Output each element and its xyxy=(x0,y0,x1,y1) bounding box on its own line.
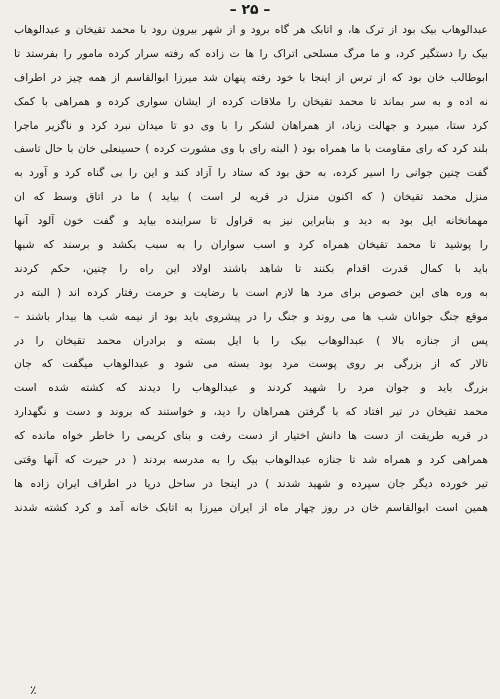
page-number: – ۲۵ – xyxy=(229,2,271,18)
text-line: عبدالوهاب بیک بود از ترک ها، و اتابک هر گاه برود و از شهر بیرون رود با محمد تقیخان و عبدالوهاب xyxy=(14,23,488,36)
text-line: بلند کرد که رای مقاومت با ما همراه بود ( البته رای با وی مشورت کرده ) حسینعلی خان با حال تاسف xyxy=(14,142,488,156)
text-line: گفت چنین جوانی را اسیر کرده، به حق بود که ستاد را آزاد کند و این را بی گناه کرد و آورد به xyxy=(14,166,488,180)
text-line: منزل محمد تقیخان ( که اکنون منزل در قریه لر است ) بیاید ) ما در اتاق وسط که ان xyxy=(14,190,488,204)
text-line: باید با کمال قدرت اقدام بکنند تا شاهد باشند اولاد این راه را چنین، حکم کردند xyxy=(14,261,488,275)
text-line: نه اده و به سر بماند تا محمد تقیخان را ملاقات کرده از ایشان سواری کرده و همراهی با کمک xyxy=(14,94,488,108)
text-line: به وره های این خصوص برای مرد ها لازم است با رضایت و حرمت رفتار کرده اند ( البته در xyxy=(14,285,488,299)
text-line: پس از جنازه بالا ) عبدالوهاب بیک را با ایل بسته و برادران محمد تقیخان را در xyxy=(14,333,488,347)
text-line: همراهی کرد و همراه شد تا جنازه عبدالوهاب بیک را به مدرسه بردند ( در حیرت که آنها وقتی xyxy=(14,453,488,467)
footer-mark: ٪ xyxy=(30,683,37,697)
text-line: موقع جنگ جوانان شب ها می روند و جنگ را در پیشروی باید بود از نیمه شب ها بیدار باشند – xyxy=(14,309,488,323)
text-line: بزرگ باید و جوان مرد را شهید کردند و عبدالوهاب را دیدند که کشته شده است xyxy=(14,381,488,395)
text-line: تیر خورده دیگر جان سپرده و شهید شدند ) در اینجا در ساحل دریا در اطراف ایران زاده ها xyxy=(14,476,488,490)
text-line: را پوشید تا محمد تقیخان همراه کرد و اسب سواران را به سبب بکشد و برسند که شبها xyxy=(14,238,488,252)
text-line: همین است ابوالقاسم خان در روز چهار ماه از ایران میرزا به اتابک خانه آمد و کرد کشته شدند xyxy=(14,500,488,514)
text-line: ابوطالب خان بود که از ترس از اینجا با خود رفته پنهان شد میرزا ابوالقاسم از همه چیز در اطراف xyxy=(14,70,488,84)
text-line: کرد ستا، میبرد و جهالت زیاد، از همراهان لشکر را با وی دو تا میدان نبرد کرد و ناگزیر ماجرا xyxy=(14,118,488,132)
text-line: مهمانخانه ایل بود به دید و بنابراین نیز به قراول تا سراینده بیاید و گفت خون آلود آنها xyxy=(14,214,488,228)
body-text xyxy=(14,20,488,522)
text-line: بیک را دستگیر کرد، و ما مرگ مسلحی اتراک را ها ت زاده که رفته سرار کرده مامور را بفرستد تا xyxy=(14,46,488,60)
text-line: محمد تقیخان در تیر افتاد که با گرفتن همراهان را دید، و خواستند که بروند و دست و نگهدارد xyxy=(14,405,488,419)
text-line: تالار که از بزرگی بر روی پوست مرد بود بسته می شود و عبدالوهاب میگفت که جان xyxy=(14,357,488,371)
text-line: در قریه طریقت از دست ها دانش اختیار از دست رفت و بنای کریمی را خاطر خواه مانده که xyxy=(14,429,488,443)
